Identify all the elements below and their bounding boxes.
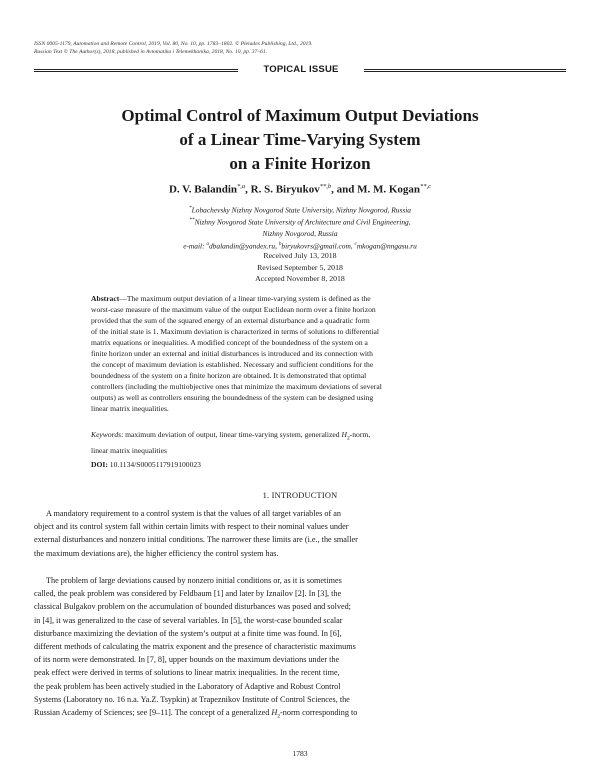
paragraph-line: Systems (Laboratory no. 16 n.a. Ya.Z. Tsypkin) at Trapeznikov Institute of Control Sciences, the xyxy=(34,694,350,704)
paragraph-line: The problem of large deviations caused by nonzero initial conditions or, as it is sometimes xyxy=(46,576,342,585)
abstract-text: outputs) as well as controllers ensuring the boundedness of the system can be designed using xyxy=(91,393,374,402)
keywords-text: linear matrix inequalities xyxy=(91,445,167,455)
keywords-text: : maximum deviation of output, linear time-varying system, generalized xyxy=(121,430,342,439)
email-prefix: e-mail: xyxy=(183,241,207,251)
affiliation-text: Lobachevsky Nizhny Novgorod State University, Nizhny Novgorod, Russia xyxy=(191,205,411,215)
journal-header xyxy=(34,40,566,56)
affiliation-mark: * xyxy=(189,205,192,211)
paragraph-line: object and its control system fall within certain limits with respect to their nominal values under xyxy=(34,522,349,532)
abstract-label: Abstract xyxy=(91,294,120,303)
doi-line xyxy=(91,459,509,470)
email-mark: b xyxy=(278,240,282,247)
keywords-text: -norm, xyxy=(349,430,371,439)
abstract-text: controllers (including the multiobjective ones that minimize the maximum deviations of several xyxy=(91,382,382,391)
author-mark: **,b xyxy=(319,183,332,190)
doi-label: DOI: xyxy=(91,460,108,469)
author-name: R. S. Biryukov xyxy=(250,183,320,196)
paragraph-text: Russian Academy of Sciences; see [9–11]. The concept of a generalized xyxy=(34,708,272,718)
email-address: biryukovrs@gmail.com, xyxy=(281,241,355,251)
abstract-text: finite horizon under an external and initial disturbances is introduced and its connection with xyxy=(91,349,373,358)
abstract-text: linear matrix inequalities. xyxy=(91,404,169,413)
abstract-text: of the initial state is 1. Maximum deviation is characterized in terms of solutions to differential xyxy=(91,327,379,336)
title-line: of a Linear Time-Varying System xyxy=(179,130,421,149)
abstract-text: the concept of maximum deviation is established. Necessary and sufficient conditions for the xyxy=(91,360,374,369)
paragraph-line: different methods of calculating the matrix exponent and the presence of characteristic maximums xyxy=(34,642,356,652)
paragraph-line: the peak problem has been actively studied in the Laboratory of Adaptive and Robust Control xyxy=(34,681,341,691)
journal-header-line: ISSN 0005-1179, Automation and Remote Control, 2019, Vol. 80, No. 10, pp. 1783–1802. © Pleiades Publishing, Ltd., 2019. xyxy=(34,41,313,47)
affiliation-mark: ** xyxy=(189,217,195,224)
paragraph-line: classical Bulgakov problem on the accumulation of bounded disturbances was posed and solved; xyxy=(34,602,351,612)
paragraph-text: -norm corresponding to xyxy=(280,708,358,718)
paragraph-line: of its norm were demonstrated. In [7, 8], upper bounds on the maximum deviations under the xyxy=(34,655,340,665)
affiliation-text: Nizhny Novgorod State University of Architecture and Civil Engineering, xyxy=(194,217,411,227)
paragraph-line: A mandatory requirement to a control system is that the values of all target variables of an xyxy=(46,509,341,518)
affiliation-line xyxy=(80,203,520,215)
affiliation-line xyxy=(80,215,520,227)
paragraph xyxy=(34,574,566,724)
email-mark: c xyxy=(354,240,357,247)
keywords-label: Keywords xyxy=(91,430,122,439)
banner-rule-right xyxy=(364,69,566,70)
paragraph-line: called, the peak problem was considered by Feldbaum [1] and later by Iznailov [2]. In [3], the xyxy=(34,589,342,599)
paragraph-line: peak effect were derived in terms of solutions to linear matrix inequalities. In the recent time, xyxy=(34,668,340,678)
author-mark: **,c xyxy=(420,183,432,190)
topical-issue-label: TOPICAL ISSUE xyxy=(263,64,339,75)
email-address: dbalandin@yandex.ru, xyxy=(208,241,279,251)
abstract-text: boundedness of the system on a finite horizon are obtained. It is demonstrated that optimal xyxy=(91,371,367,380)
title-line: Optimal Control of Maximum Output Deviations xyxy=(121,106,479,125)
affiliation-line: Nizhny Novgorod, Russia xyxy=(262,228,338,238)
section-heading: 1. INTRODUCTION xyxy=(262,491,338,500)
author-separator: , and xyxy=(331,183,358,196)
paragraph-line: the maximum deviations are), the higher efficiency the control system has. xyxy=(34,548,279,558)
date-received: Received July 13, 2018 xyxy=(263,251,337,260)
abstract-text: provided that the sum of the squared energy of an external disturbance and a quadratic form xyxy=(91,316,370,325)
journal-header-line: Russian Text © The Author(s), 2018, published in Avtomatika i Telemekhanika, 2018, No. 10, pp. 37–61. xyxy=(34,49,268,55)
paragraph-line: in [4], it was generalized to the case of several variables. In [5], the worst-case bounded scalar xyxy=(34,615,343,625)
affiliations xyxy=(80,203,520,251)
keywords xyxy=(91,429,509,456)
article-title xyxy=(60,104,540,176)
paragraph xyxy=(34,507,566,560)
author-name: M. M. Kogan xyxy=(357,183,421,196)
h2-symbol: H xyxy=(341,430,347,439)
date-accepted: Accepted November 8, 2018 xyxy=(255,274,345,283)
topical-issue-banner xyxy=(34,64,566,76)
author-separator: , xyxy=(245,183,251,196)
author-mark: *,a xyxy=(237,183,246,190)
date-revised: Revised September 5, 2018 xyxy=(257,262,343,272)
paragraph-line xyxy=(34,706,566,724)
abstract xyxy=(91,293,509,414)
h2-symbol: H xyxy=(271,708,278,718)
paragraph-line: disturbance maximizing the deviation of the system’s output at a finite time was found. In [6], xyxy=(34,628,342,638)
abstract-text: worst-case measure of the maximum value of the output Euclidean norm over a finite horizon xyxy=(91,305,376,314)
banner-rule-left-lower xyxy=(34,71,238,72)
paragraph-line: external disturbances and nonzero initial conditions. The narrower these limits are (i.e., the smaller xyxy=(34,535,358,545)
banner-rule-right-lower xyxy=(364,71,566,72)
banner-rule-left xyxy=(34,69,238,70)
abstract-text: —The maximum output deviation of a linear time-varying system is defined as the xyxy=(119,294,371,303)
abstract-text: matrix equations or inequalities. A modified concept of the boundedness of the system on a xyxy=(91,338,368,347)
history-dates xyxy=(160,250,440,285)
email-address: mkogan@nngasu.ru xyxy=(356,241,417,251)
author-name: D. V. Balandin xyxy=(168,183,238,196)
h2-subscript: 2 xyxy=(346,435,350,442)
page-number: 1783 xyxy=(292,749,308,758)
author-list xyxy=(60,180,540,197)
h2-subscript: 2 xyxy=(277,713,281,720)
email-mark: a xyxy=(206,240,209,247)
doi-value: 10.1134/S0005117919100023 xyxy=(107,460,201,469)
title-line: on a Finite Horizon xyxy=(229,154,371,173)
